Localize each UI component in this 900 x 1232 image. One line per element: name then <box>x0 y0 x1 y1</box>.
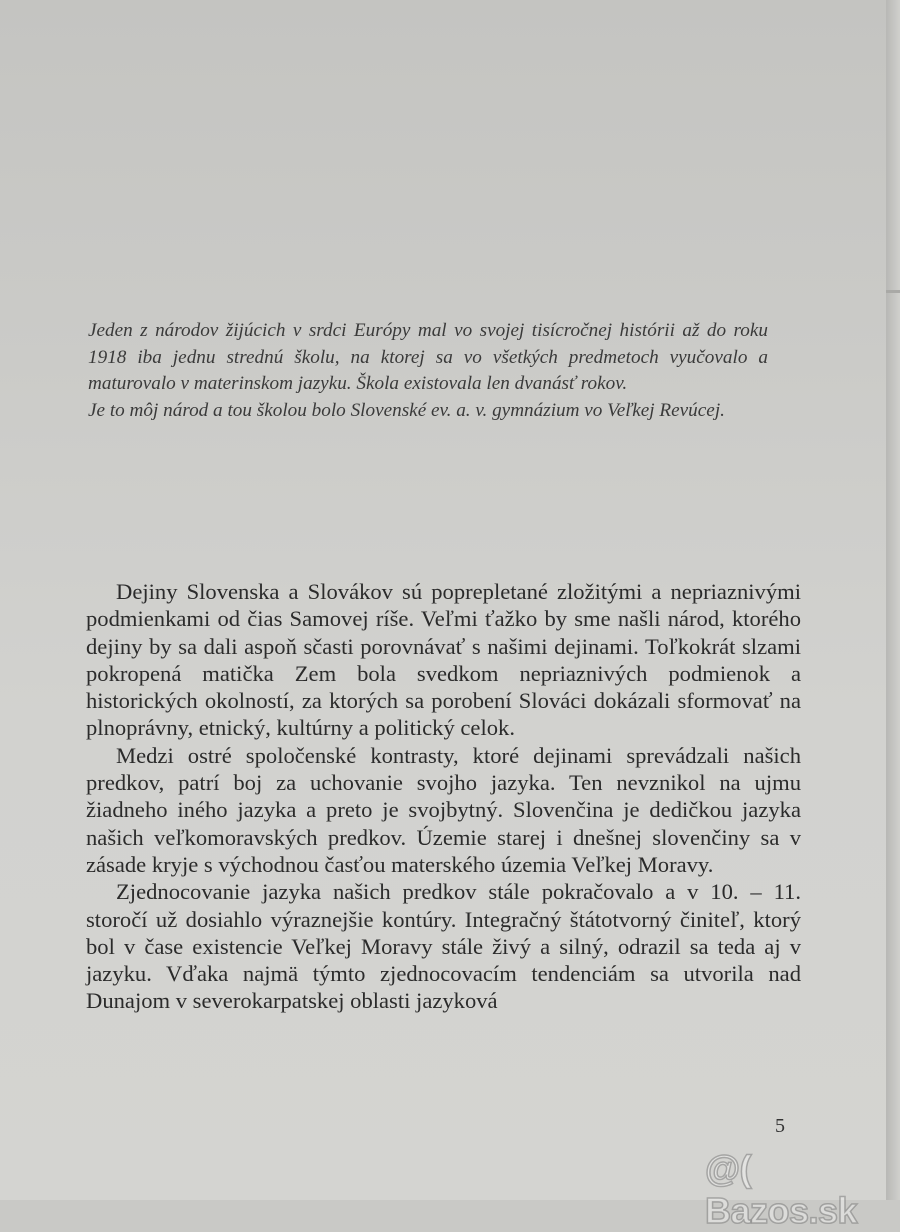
motto-paragraph: Je to môj národ a tou školou bolo Slovenské ev. a. v. gymnázium vo Veľkej Revúcej. <box>88 399 725 421</box>
body-paragraph: Medzi ostré spoločenské kontrasty, ktoré dejinami sprevádzali našich predkov, patrí boj za uchovanie svojho jazyka. Ten nevznikol na ujmu žiadneho iného jazyka a preto je svojbytný. Slovenčina je dedičkou jazyka našich veľkomoravských predkov. Územie starej i dnešnej slovenčiny sa v zásade kryje s východnou časťou materského územia Veľkej Moravy. <box>86 742 801 877</box>
page-edge-divider <box>886 290 900 293</box>
watermark-logo: @( Bazos.sk <box>705 1148 858 1231</box>
motto-epigraph <box>88 318 768 424</box>
body-paragraph: Zjednocovanie jazyka našich predkov stále pokračovalo a v 10. – 11. storočí už dosiahlo výraznejšie kontúry. Integračný štátotvorný činiteľ, ktorý bol v čase existencie Veľkej Moravy stále živý a silný, odrazil sa teda aj v jazyku. Vďaka najmä týmto zjednocovacím tendenciám sa utvorila nad Dunajom v severokarpatskej oblasti jazyková <box>86 879 801 1014</box>
motto-paragraph: Jeden z národov žijúcich v srdci Európy mal vo svojej tisícročnej histórii až do roku 1918 iba jednu strednú školu, na ktorej sa vo všetkých predmetoch vyučovalo a maturovalo v materinskom jazyku. Škola existovala len dvanásť rokov. <box>88 320 768 395</box>
body-text <box>86 578 801 1015</box>
page-edge <box>886 0 900 1200</box>
page-number: 5 <box>775 1115 785 1137</box>
body-paragraph: Dejiny Slovenska a Slovákov sú poprepletané zložitými a nepriaznivými podmienkami od čias Samovej ríše. Veľmi ťažko by sme našli národ, ktorého dejiny by sa dali aspoň sčasti porovnávať s našimi dejinami. Toľkokrát slzami pokropená matička Zem bola svedkom nepriaznivých podmienok a historických okolností, za ktorých sa porobení Slováci dokázali sformovať na plnoprávny, etnický, kultúrny a politický celok. <box>86 579 801 741</box>
